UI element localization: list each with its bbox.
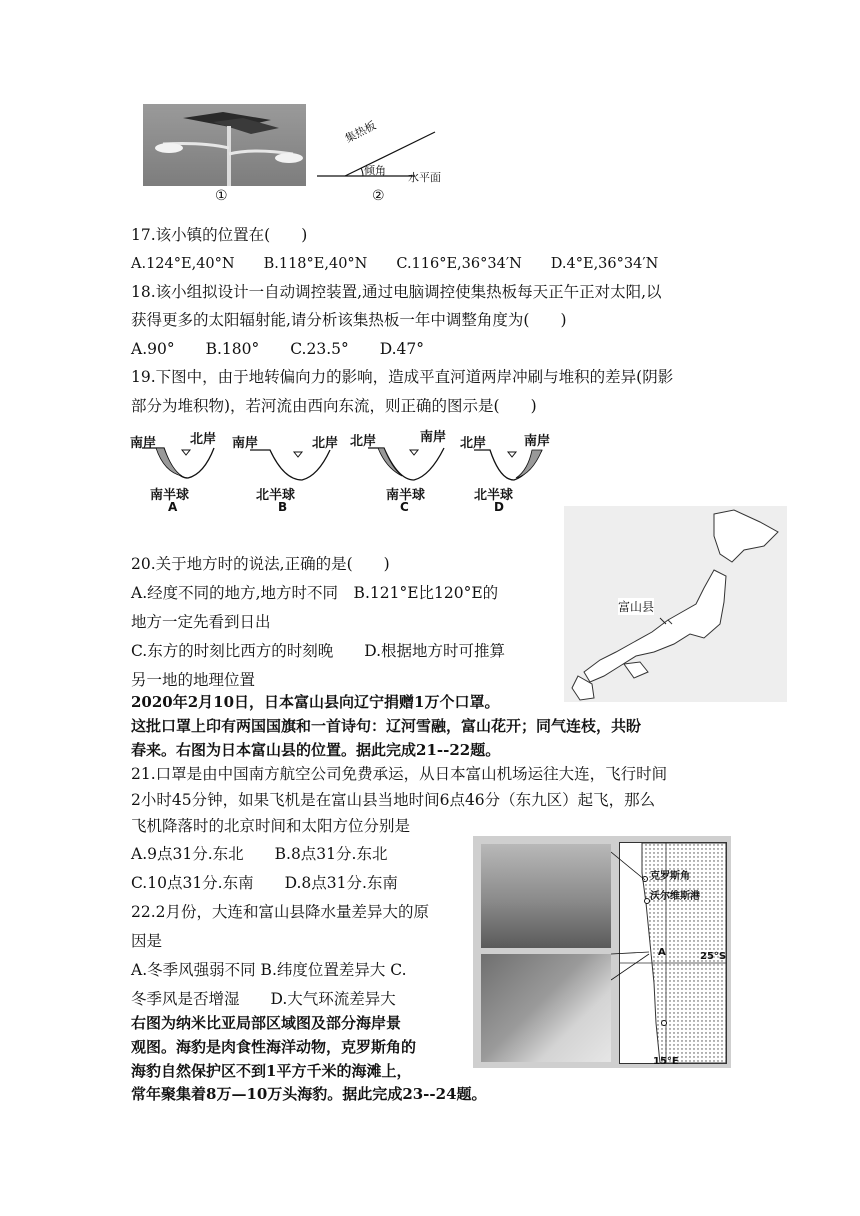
horizontal-label: 水平面	[408, 171, 441, 184]
intro23-line-3: 海豹自然保护区不到1平方千米的海滩上，	[131, 1062, 412, 1080]
japan-map-outline	[564, 506, 787, 702]
diagram-b-left-bank: 南岸	[232, 436, 259, 451]
diagram-a-letter: A	[168, 500, 178, 514]
diagram-a-channel	[138, 444, 223, 480]
q22-line-1: 22.2月份，大连和富山县降水量差异大的原	[131, 903, 430, 921]
intro21-line-3: 春来。右图为日本富山县的位置。据此完成21--22题。	[131, 741, 501, 759]
q21-options-1: A.9点31分.东北 B.8点31分.东北	[131, 845, 388, 863]
river-diagram-b	[230, 426, 348, 516]
figure-label-2: ②	[372, 188, 385, 204]
walvis-bay-label: 沃尔维斯港	[650, 891, 700, 902]
q20-line-3: C.东方的时刻比西方的时刻晚 D.根据地方时可推算	[131, 642, 506, 660]
callout-lines	[611, 842, 651, 982]
diagram-d-letter: D	[494, 500, 504, 514]
q21-line-3: 飞机降落时的北京时间和太阳方位分别是	[131, 817, 411, 835]
diagram-a-right-bank: 北岸	[190, 432, 217, 447]
diagram-d-hemisphere: 北半球	[474, 488, 514, 503]
diagram-c-channel	[364, 444, 454, 484]
q22-line-3: A.冬季风强弱不同 B.纬度位置差异大 C.	[131, 961, 407, 979]
intro23-line-4: 常年聚集着8万—10万头海豹。据此完成23--24题。	[131, 1085, 487, 1103]
japan-map	[564, 506, 787, 702]
diagram-a-left-bank: 南岸	[130, 436, 157, 451]
river-diagram-c	[350, 424, 458, 516]
q18-stem-1: 18.该小组拟设计一自动调控装置,通过电脑调控使集热板每天正午正对太阳,以	[131, 283, 662, 301]
q18-stem-2: 获得更多的太阳辐射能,请分析该集热板一年中调整角度为( )	[131, 311, 567, 329]
q22-line-4: 冬季风是否增湿 D.大气环流差异大	[131, 990, 396, 1008]
diagram-c-hemisphere: 南半球	[386, 488, 426, 503]
solar-panel-drawing	[143, 104, 306, 186]
diagram-d-right-bank: 南岸	[524, 434, 551, 449]
q20-line-2: 地方一定先看到日出	[131, 613, 271, 631]
toyama-label: 富山县	[618, 600, 655, 614]
diagram-c-left-bank: 北岸	[350, 434, 377, 449]
desert-coast-photo	[481, 954, 611, 1062]
q20-line-1: A.经度不同的地方,地方时不同 B.121°E比120°E的	[131, 584, 499, 602]
q17-stem: 17.该小镇的位置在( )	[131, 226, 308, 244]
q20-line-4: 另一地的地理位置	[131, 671, 256, 689]
river-diagram-d	[460, 426, 562, 516]
q19-stem-2: 部分为堆积物)，若河流由西向东流，则正确的图示是( )	[131, 397, 537, 415]
namibia-figure	[473, 836, 731, 1068]
diagram-a-hemisphere: 南半球	[150, 488, 190, 503]
intro23-line-2: 观图。海豹是肉食性海洋动物，克罗斯角的	[131, 1038, 417, 1056]
cape-cross-label: 克罗斯角	[650, 871, 690, 882]
diagram-b-channel	[244, 446, 339, 482]
diagram-b-hemisphere: 北半球	[256, 488, 296, 503]
q19-stem-1: 19.下图中，由于地转偏向力的影响，造成平直河道两岸冲刷与堆积的差异(阴影	[131, 368, 674, 386]
q20-stem: 20.关于地方时的说法,正确的是( )	[131, 555, 390, 573]
intro21-line-1: 2020年2月10日，日本富山县向辽宁捐赠1万个口罩。	[131, 693, 500, 711]
diagram-b-right-bank: 北岸	[312, 436, 339, 451]
intro23-line-1: 右图为纳米比亚局部区域图及部分海岸景	[131, 1014, 402, 1032]
diagram-c-right-bank: 南岸	[420, 430, 447, 445]
diagram-d-channel	[470, 446, 560, 484]
diagram-d-left-bank: 北岸	[460, 436, 487, 451]
q21-options-2: C.10点31分.东南 D.8点31分.东南	[131, 874, 398, 892]
q18-options: A.90° B.180° C.23.5° D.47°	[131, 340, 425, 358]
river-diagram-a	[128, 426, 226, 516]
seal-photo	[481, 844, 611, 948]
q21-line-1: 21.口罩是由中国南方航空公司免费承运，从日本富山机场运往大连，飞行时间	[131, 765, 668, 783]
collector-label: 集热板	[342, 118, 379, 146]
solar-panel-photo	[143, 104, 306, 186]
diagram-b-letter: B	[278, 500, 288, 514]
point-a-label: A	[658, 947, 666, 958]
figure-label-1: ①	[215, 188, 228, 204]
q22-line-2: 因是	[131, 932, 163, 950]
q21-line-2: 2小时45分钟，如果飞机是在富山县当地时间6点46分（东九区）起飞，那么	[131, 791, 656, 809]
latitude-label: 25°S	[700, 951, 727, 962]
diagram-c-letter: C	[400, 500, 409, 514]
q17-options: A.124°E,40°N B.118°E,40°N C.116°E,36°34′N D.4°E,36°34′N	[131, 256, 659, 272]
angle-label: 倾角	[364, 164, 386, 177]
longitude-label: 15°E	[653, 1056, 679, 1067]
intro21-line-2: 这批口罩上印有两国国旗和一首诗句：辽河雪融，富山花开；同气连枝，共盼	[131, 717, 642, 735]
